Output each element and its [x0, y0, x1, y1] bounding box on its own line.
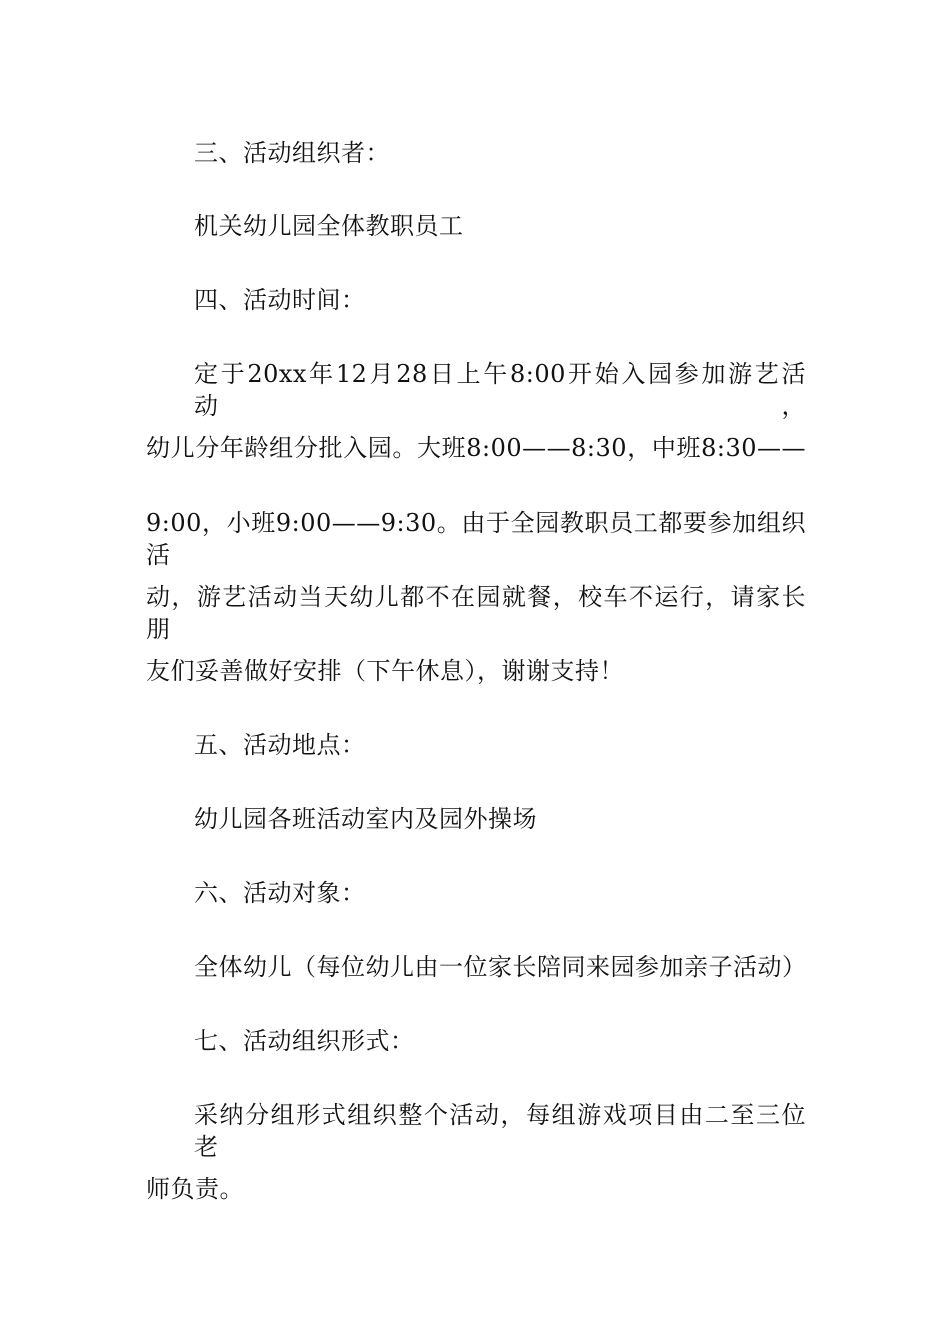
- time-paragraph-line: 定于20xx年12月28日上午8:00开始入园参加游艺活动，: [194, 360, 806, 420]
- time-paragraph-line: 9:00，小班9:00——9:30。由于全园教职员工都要参加组织活: [146, 509, 806, 569]
- time-paragraph-line: 友们妥善做好安排（下午休息），谢谢支持！: [146, 657, 624, 685]
- section-heading-form: 七、活动组织形式：: [194, 1027, 415, 1055]
- section-heading-target: 六、活动对象：: [194, 879, 366, 907]
- section-heading-place: 五、活动地点：: [194, 731, 366, 759]
- form-paragraph-line: 师负责。: [146, 1175, 244, 1203]
- time-paragraph-line: 动，游艺活动当天幼儿都不在园就餐，校车不运行，请家长朋: [146, 583, 806, 643]
- organizer-text: 机关幼儿园全体教职员工: [194, 212, 464, 240]
- time-paragraph-line: 幼儿分年龄组分批入园。大班8:00——8:30，中班8:30——: [146, 434, 806, 462]
- target-text: 全体幼儿（每位幼儿由一位家长陪同来园参加亲子活动）: [194, 953, 807, 981]
- place-text: 幼儿园各班活动室内及园外操场: [194, 805, 537, 833]
- section-heading-organizer: 三、活动组织者：: [194, 139, 390, 167]
- form-paragraph-line: 采纳分组形式组织整个活动，每组游戏项目由二至三位老: [194, 1101, 806, 1161]
- section-heading-time: 四、活动时间：: [194, 286, 366, 314]
